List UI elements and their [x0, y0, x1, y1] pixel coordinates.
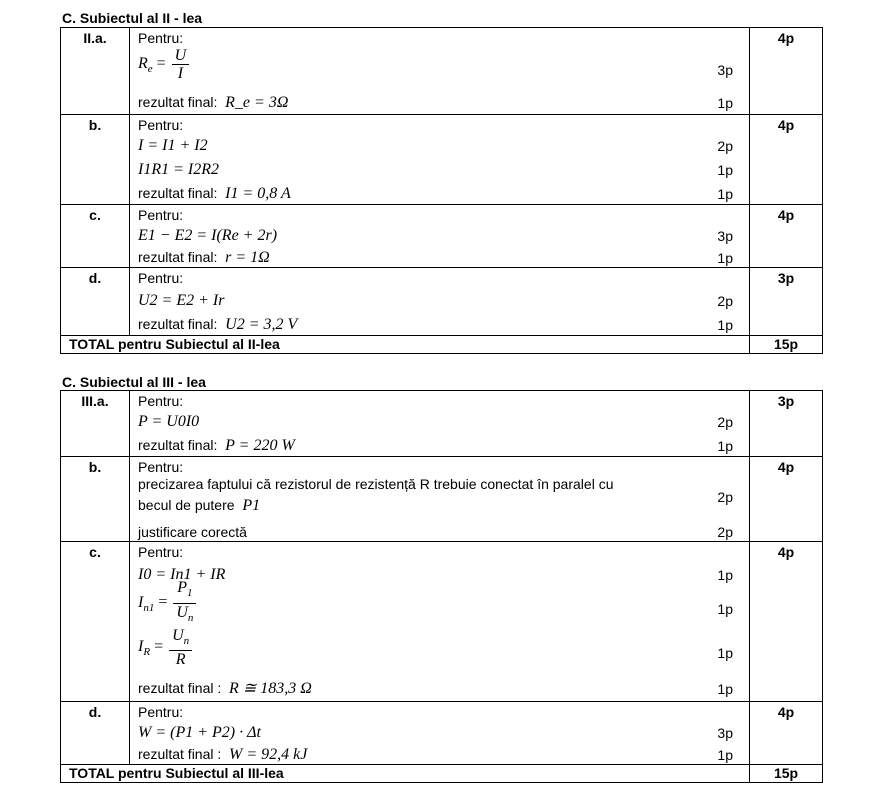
- formula: $R_e$ = $\frac{U}{I}$: [138, 46, 191, 86]
- points: 3p: [717, 228, 733, 244]
- formula-line: [138, 46, 739, 86]
- section-2-table: [60, 27, 823, 354]
- requirement-text: precizarea faptului că rezistorul de rezistență R trebuie conectat în paralel cu: [138, 476, 614, 492]
- row-intro: Pentru:: [138, 117, 184, 133]
- total-row: [61, 336, 823, 354]
- formula: I0 = In1 + IR: [138, 566, 226, 583]
- row-label: d.: [88, 704, 102, 720]
- row-score: 4p: [777, 207, 795, 223]
- formula: E1 − E2 = I(Re + 2r): [138, 227, 278, 244]
- total-label: TOTAL pentru Subiectul al II-lea: [61, 336, 750, 354]
- total-score: 15p: [750, 336, 823, 354]
- row-label: d.: [88, 270, 102, 286]
- row-intro: Pentru:: [138, 393, 184, 409]
- formula: U2 = E2 + Ir: [138, 292, 225, 309]
- row-intro: Pentru:: [138, 459, 184, 475]
- total-score: 15p: [750, 765, 823, 783]
- formula-line: [138, 579, 739, 628]
- table-row: [61, 28, 823, 115]
- formula-line: [138, 409, 739, 431]
- requirement-text: justificare corectă: [138, 524, 247, 540]
- row-label: c.: [89, 544, 101, 560]
- requirement-text-cont: becul de putere: [138, 497, 235, 513]
- table-row: [61, 457, 823, 542]
- row-score: 4p: [777, 459, 795, 475]
- points: 1p: [717, 162, 733, 178]
- row-label: II.a.: [83, 30, 107, 46]
- result-line: [138, 312, 739, 334]
- result-formula: r = 1Ω: [225, 249, 270, 266]
- result-formula: R_e = 3Ω: [225, 94, 289, 111]
- result-line: [138, 676, 739, 698]
- result-formula: P = 220 W: [225, 437, 295, 454]
- table-row: [61, 268, 823, 336]
- row-score: 3p: [777, 393, 795, 409]
- result-formula: R ≅ 183,3 Ω: [229, 680, 312, 697]
- row-label: b.: [88, 117, 102, 133]
- row-score: 4p: [777, 30, 795, 46]
- total-label: TOTAL pentru Subiectul al III-lea: [61, 765, 750, 783]
- table-row: [61, 115, 823, 205]
- formula: P1: [242, 497, 261, 514]
- points: 1p: [717, 317, 733, 333]
- row-score: 4p: [777, 117, 795, 133]
- formula-line: [138, 626, 739, 672]
- fraction: $\frac{P_1}{U_n}$: [173, 579, 196, 626]
- table-row: [61, 391, 823, 457]
- formula: $I_R$ = $\frac{U_n}{R}$: [138, 626, 194, 672]
- result-label: rezultat final:: [138, 437, 218, 453]
- text-line: [138, 475, 739, 515]
- row-score: 4p: [777, 704, 795, 720]
- table-row: [61, 542, 823, 702]
- points: 1p: [717, 250, 733, 266]
- formula: $I_{n1}$ = $\frac{P_1}{U_n}$: [138, 579, 198, 628]
- row-score: 4p: [777, 544, 795, 560]
- formula-line: [138, 720, 739, 742]
- total-row: [61, 765, 823, 783]
- row-intro: Pentru:: [138, 704, 184, 720]
- points: 1p: [717, 438, 733, 454]
- row-intro: Pentru:: [138, 544, 184, 560]
- fraction: $\frac{U}{I}$: [172, 47, 190, 82]
- result-label: rezultat final :: [138, 746, 222, 762]
- row-label: b.: [88, 459, 102, 475]
- row-intro: Pentru:: [138, 30, 184, 46]
- formula: W = (P1 + P2) · Δt: [138, 724, 261, 741]
- result-line: [138, 181, 739, 203]
- points: 1p: [717, 601, 733, 617]
- formula-line: [138, 562, 739, 584]
- row-label: c.: [89, 207, 101, 223]
- result-label: rezultat final:: [138, 249, 218, 265]
- section-3-table: [60, 390, 823, 783]
- points: 1p: [717, 681, 733, 697]
- points: 2p: [717, 414, 733, 430]
- formula: I1R1 = I2R2: [138, 161, 219, 178]
- result-formula: W = 92,4 kJ: [229, 746, 308, 763]
- table-row: [61, 205, 823, 268]
- points: 1p: [717, 645, 733, 661]
- row-label: III.a.: [81, 393, 109, 409]
- formula-line: [138, 223, 739, 245]
- table-row: [61, 702, 823, 765]
- formula-line: [138, 133, 739, 155]
- points: 2p: [717, 138, 733, 154]
- result-formula: U2 = 3,2 V: [225, 316, 298, 333]
- result-label: rezultat final:: [138, 94, 218, 110]
- fraction: $\frac{U_n}{R}$: [169, 627, 192, 668]
- formula-line: [138, 288, 739, 310]
- formula-line: [138, 157, 739, 179]
- points: 1p: [717, 567, 733, 583]
- points: 2p: [717, 293, 733, 309]
- points: 2p: [717, 524, 733, 540]
- result-formula: I1 = 0,8 A: [225, 185, 291, 202]
- result-line: [138, 433, 739, 455]
- formula: P = U0I0: [138, 413, 200, 430]
- result-line: [138, 90, 739, 112]
- result-label: rezultat final :: [138, 680, 222, 696]
- row-score: 3p: [777, 270, 795, 286]
- points: 1p: [717, 95, 733, 111]
- points: 1p: [717, 747, 733, 763]
- result-label: rezultat final:: [138, 185, 218, 201]
- result-line: [138, 742, 739, 764]
- points: 2p: [717, 489, 733, 505]
- section-3-title: C. Subiectul al III - lea: [62, 374, 206, 390]
- result-line: [138, 245, 739, 267]
- section-2-title: C. Subiectul al II - lea: [62, 10, 203, 26]
- points: 1p: [717, 186, 733, 202]
- formula: I = I1 + I2: [138, 137, 208, 154]
- text-line: [138, 519, 739, 541]
- row-intro: Pentru:: [138, 270, 184, 286]
- points: 3p: [717, 725, 733, 741]
- result-label: rezultat final:: [138, 316, 218, 332]
- points: 3p: [717, 62, 733, 78]
- row-intro: Pentru:: [138, 207, 184, 223]
- formula-lhs: $R_e$: [138, 54, 153, 75]
